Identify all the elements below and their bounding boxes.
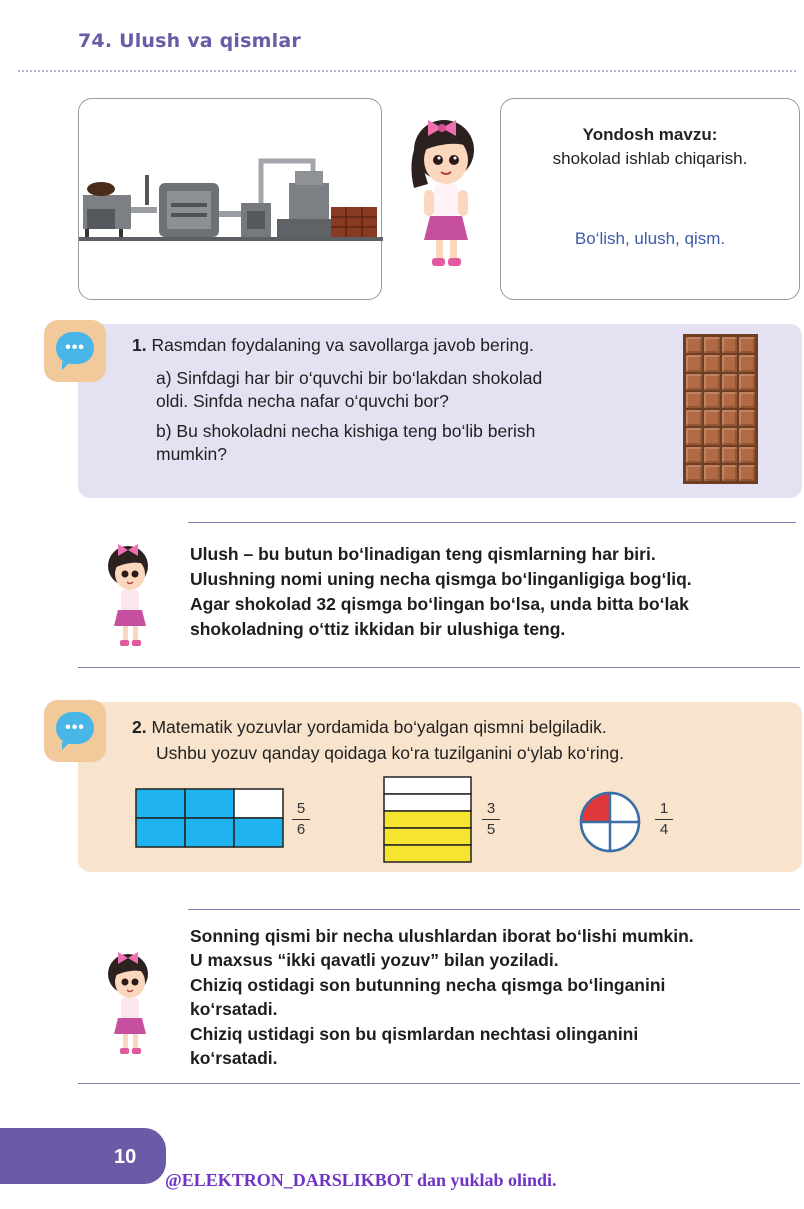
share-definition-line: Ulush – bu butun bo‘linadigan teng qismlarning har biri. [190,544,656,564]
chocolate-segment [704,337,720,353]
chat-bubble-icon: ••• [56,712,94,744]
girl-small-illustration [98,944,160,1060]
fraction-one-quarter-circle [578,790,642,854]
chocolate-segment [686,428,702,444]
task-2-number: 2. [132,717,147,737]
chocolate-segment [686,355,702,371]
factory-illustration-frame [78,98,382,300]
share-definition-line: Agar shokolad 32 qismga bo‘lingan bo‘lsa, unda bitta bo‘lak [190,594,689,614]
page-number: 10 [114,1146,137,1168]
fraction-definition-line: U maxsus “ikki qavatli yozuv” bilan yoziladi. [190,950,559,971]
discussion-badge [44,320,106,382]
chocolate-segment [722,392,738,408]
task-2-line-1 [132,716,607,738]
topic-keywords: Bo‘lish, ulush, qism. [574,229,726,248]
fraction-denominator: 5 [486,821,496,838]
related-topic-heading: Yondosh mavzu: [582,125,718,144]
chocolate-segment [739,392,755,408]
chocolate-segment [704,410,720,426]
chocolate-segment [704,447,720,463]
title-divider [18,70,796,72]
fraction-definition-line: ko‘rsatadi. [190,1048,278,1069]
girl-illustration [398,104,490,274]
chocolate-factory-illustration [79,99,383,301]
task-1-part-a-line-1: a) Sinfdagi har bir o‘quvchi bir bo‘lakdan shokolad [156,368,543,388]
chocolate-segment [704,465,720,481]
task-1-part-b-line-1: b) Bu shokoladni necha kishiga teng bo‘lib berish [156,421,536,441]
fraction-bar [292,819,310,820]
chocolate-segment [739,374,755,390]
page-title: 74. Ulush va qismlar [78,30,301,52]
definition-2-top-rule [188,909,800,910]
chocolate-segment [686,392,702,408]
task-1-part-b-line-2: mumkin? [156,444,227,464]
fraction-label-three-fifths [482,801,500,838]
chocolate-segment [739,465,755,481]
fraction-label-one-quarter [655,801,673,838]
chocolate-segment [704,392,720,408]
task-2-line-2: Ushbu yozuv qanday qoidaga ko‘ra tuzilganini o‘ylab ko‘ring. [156,743,624,763]
chocolate-segment [704,428,720,444]
chat-bubble-icon: ••• [56,332,94,364]
chocolate-segment [686,410,702,426]
fraction-bar [482,819,500,820]
fraction-bar [655,819,673,820]
chocolate-segment [686,374,702,390]
chocolate-segment [686,337,702,353]
fraction-definition [190,924,694,1070]
related-topic-subject: shokolad ishlab chiqarish. [552,149,748,168]
chocolate-segment [739,355,755,371]
share-definition [190,542,692,642]
task-1-prompt [132,334,534,356]
fraction-definition-line: Sonning qismi bir necha ulushlardan iborat bo‘lishi mumkin. [190,926,694,946]
chocolate-segment [722,337,738,353]
fraction-numerator: 3 [486,800,496,817]
chocolate-segment [739,447,755,463]
discussion-badge [44,700,106,762]
chocolate-segment [704,355,720,371]
fraction-numerator: 1 [659,800,669,817]
chocolate-segment [704,374,720,390]
chocolate-segment [739,428,755,444]
page-number-tab [0,1128,166,1184]
definition-2-bottom-rule [78,1083,800,1084]
chocolate-segment [686,465,702,481]
fraction-definition-line: Chiziq ostidagi son butunning necha qismga bo‘linganini [190,974,666,995]
chocolate-segment [722,355,738,371]
fraction-denominator: 6 [296,821,306,838]
definition-1-top-rule [188,522,796,523]
chocolate-segment [722,428,738,444]
definition-1-bottom-rule [78,667,800,668]
related-topic-box [500,98,800,300]
chocolate-segment [739,337,755,353]
fraction-numerator: 5 [296,800,306,817]
fraction-definition-line: ko‘rsatadi. [190,999,278,1020]
task-1-part-a-line-2: oldi. Sinfda necha nafar o‘quvchi bor? [156,391,449,411]
chocolate-segment [739,410,755,426]
fraction-three-fifths-strips [383,776,473,864]
fraction-label-five-sixths [292,801,310,838]
fraction-five-sixths-grid [135,788,285,848]
task-1-number: 1. [132,335,147,355]
chocolate-segment [722,447,738,463]
chocolate-segment [722,410,738,426]
chocolate-segment [686,447,702,463]
share-definition-line: Ulushning nomi uning necha qismga bo‘linganligiga bog‘liq. [190,569,692,589]
fraction-denominator: 4 [659,821,669,838]
task-1-question: Rasmdan foydalaning va savollarga javob bering. [151,335,534,355]
chocolate-segment [722,374,738,390]
chocolate-bar-illustration [683,334,758,484]
download-source-note: @ELEKTRON_DARSLIKBOT dan yuklab olindi. [165,1170,557,1190]
girl-small-illustration [98,536,160,652]
fraction-definition-line: Chiziq ustidagi son bu qismlardan nechtasi olinganini [190,1023,639,1044]
task-2-text: Matematik yozuvlar yordamida bo‘yalgan qismni belgiladik. [151,717,607,737]
share-definition-line: shokoladning o‘ttiz ikkidan bir ulushiga teng. [190,619,566,639]
chocolate-segment [722,465,738,481]
